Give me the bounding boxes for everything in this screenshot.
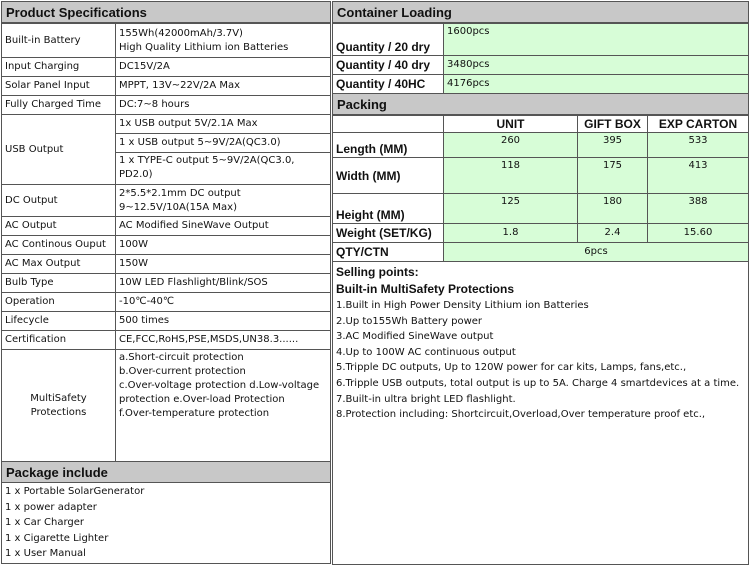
spec-value: MPPT, 13V~22V/2A Max (116, 77, 331, 96)
packing-value: 395 (578, 133, 648, 158)
packing-header-row (333, 116, 749, 133)
container-label: Quantity / 40HC (333, 75, 444, 94)
packing-value: 388 (648, 194, 749, 224)
packing-value: 413 (648, 158, 749, 194)
packing-value: 15.60 (648, 224, 749, 243)
container-value: 4176pcs (444, 75, 749, 94)
spec-row (2, 255, 331, 274)
container-label: Quantity / 40 dry (333, 56, 444, 75)
packing-row (333, 194, 749, 224)
package-include-header: Package include (1, 462, 331, 483)
product-specifications-header: Product Specifications (1, 1, 331, 23)
spec-value: 150W (116, 255, 331, 274)
usb-output-label: USB Output (2, 115, 116, 185)
packing-label: Width (MM) (333, 158, 444, 194)
container-loading-section (332, 1, 749, 565)
spec-row (2, 77, 331, 96)
packing-row (333, 133, 749, 158)
selling-points-title: Selling points: (336, 265, 419, 279)
selling-point: 7.Built-in ultra bright LED flashlight. (336, 393, 516, 405)
multisafety-label: MultiSafety Protections (2, 350, 116, 462)
spec-label: AC Max Output (2, 255, 116, 274)
container-row (333, 56, 749, 75)
selling-point: 5.Tripple DC outputs, Up to 120W power for car kits, Lamps, fans,etc., (336, 362, 687, 374)
spec-value: -10℃-40℃ (116, 293, 331, 312)
package-item: 1 x Cigarette Lighter (5, 532, 109, 544)
usb-output-line: 1x USB output 5V/2.1A Max (116, 115, 331, 134)
container-label: Quantity / 20 dry (333, 24, 444, 56)
usb-row (2, 115, 331, 134)
spec-row (2, 312, 331, 331)
package-item: 1 x Portable SolarGenerator (5, 486, 145, 497)
packing-value: 2.4 (578, 224, 648, 243)
spec-label: AC Continous Ouput (2, 236, 116, 255)
packing-value: 1.8 (444, 224, 578, 243)
spec-value: CE,FCC,RoHS,PSE,MSDS,UN38.3...... (116, 331, 331, 350)
spec-label: Bulb Type (2, 274, 116, 293)
packing-value: 125 (444, 194, 578, 224)
spec-label: Operation (2, 293, 116, 312)
packing-label: Length (MM) (333, 133, 444, 158)
package-item: 1 x User Manual (5, 548, 86, 559)
packing-label: Height (MM) (333, 194, 444, 224)
spec-label: Fully Charged Time (2, 96, 116, 115)
qty-ctn-row (333, 243, 749, 262)
packing-row (333, 158, 749, 194)
spec-label: Built-in Battery (2, 24, 116, 58)
spec-value: AC Modified SineWave Output (116, 217, 331, 236)
selling-point: 3.AC Modified SineWave output (336, 331, 494, 343)
packing-header: Packing (332, 94, 749, 115)
packing-value: 180 (578, 194, 648, 224)
multisafety-value: a.Short-circuit protection b.Over-current protection c.Over-voltage protection d.Low-voltage protection e.Over-load Protection f.Over-temperature protection (116, 350, 331, 462)
usb-output-line: 1 x TYPE-C output 5~9V/2A(QC3.0, PD2.0) (116, 153, 331, 185)
packing-header-unit: UNIT (444, 116, 578, 133)
spec-value: DC:7~8 hours (116, 96, 331, 115)
spec-value: DC15V/2A (116, 58, 331, 77)
spec-value: 2*5.5*2.1mm DC output 9~12.5V/10A(15A Max) (116, 185, 331, 217)
qty-ctn-label: QTY/CTN (333, 243, 444, 262)
packing-value: 533 (648, 133, 749, 158)
spec-row (2, 24, 331, 58)
product-specifications-section (1, 1, 331, 564)
spec-row (2, 58, 331, 77)
container-loading-table (332, 23, 749, 94)
usb-output-line: 1 x USB output 5~9V/2A(QC3.0) (116, 134, 331, 153)
container-value: 3480pcs (444, 56, 749, 75)
spec-label: Certification (2, 331, 116, 350)
spec-row (2, 217, 331, 236)
package-item: 1 x Car Charger (5, 517, 85, 528)
packing-table (332, 115, 749, 262)
multisafety-row (2, 350, 331, 462)
spec-label: Lifecycle (2, 312, 116, 331)
spec-label: AC Output (2, 217, 116, 236)
spec-value: 500 times (116, 312, 331, 331)
selling-point: 1.Built in High Power Density Lithium ion Batteries (336, 300, 589, 311)
spec-row (2, 293, 331, 312)
spec-label: Solar Panel Input (2, 77, 116, 96)
product-specifications-table (1, 23, 331, 462)
spec-value: 100W (116, 236, 331, 255)
container-row (333, 75, 749, 94)
packing-header-exp-carton: EXP CARTON (648, 116, 749, 133)
packing-value: 175 (578, 158, 648, 194)
packing-header-blank (333, 116, 444, 133)
container-row (333, 24, 749, 56)
selling-points (332, 262, 749, 565)
packing-label: Weight (SET/KG) (333, 224, 444, 243)
spec-label: Input Charging (2, 58, 116, 77)
selling-point: 6.Tripple USB outputs, total output is up to 5A. Charge 4 smartdevices at a time. (336, 377, 740, 389)
spec-row (2, 274, 331, 293)
container-value: 1600pcs (444, 24, 749, 56)
package-include-list (1, 483, 331, 564)
spec-row (2, 236, 331, 255)
qty-ctn-value: 6pcs (444, 243, 749, 262)
spec-label: DC Output (2, 185, 116, 217)
selling-point: 2.Up to155Wh Battery power (336, 315, 483, 327)
package-item: 1 x power adapter (5, 501, 97, 513)
spec-row (2, 331, 331, 350)
container-loading-header: Container Loading (332, 1, 749, 23)
spec-value: 10W LED Flashlight/Blink/SOS (116, 274, 331, 293)
packing-value: 260 (444, 133, 578, 158)
selling-point: 8.Protection including: Shortcircuit,Overload,Over temperature proof etc., (336, 409, 706, 421)
spec-row (2, 185, 331, 217)
selling-points-subtitle: Built-in MultiSafety Protections (336, 282, 515, 296)
spec-value: 155Wh(42000mAh/3.7V) High Quality Lithium ion Batteries (116, 24, 331, 58)
packing-value: 118 (444, 158, 578, 194)
packing-header-gift-box: GIFT BOX (578, 116, 648, 133)
packing-row (333, 224, 749, 243)
selling-point: 4.Up to 100W AC continuous output (336, 346, 516, 358)
spec-row (2, 96, 331, 115)
